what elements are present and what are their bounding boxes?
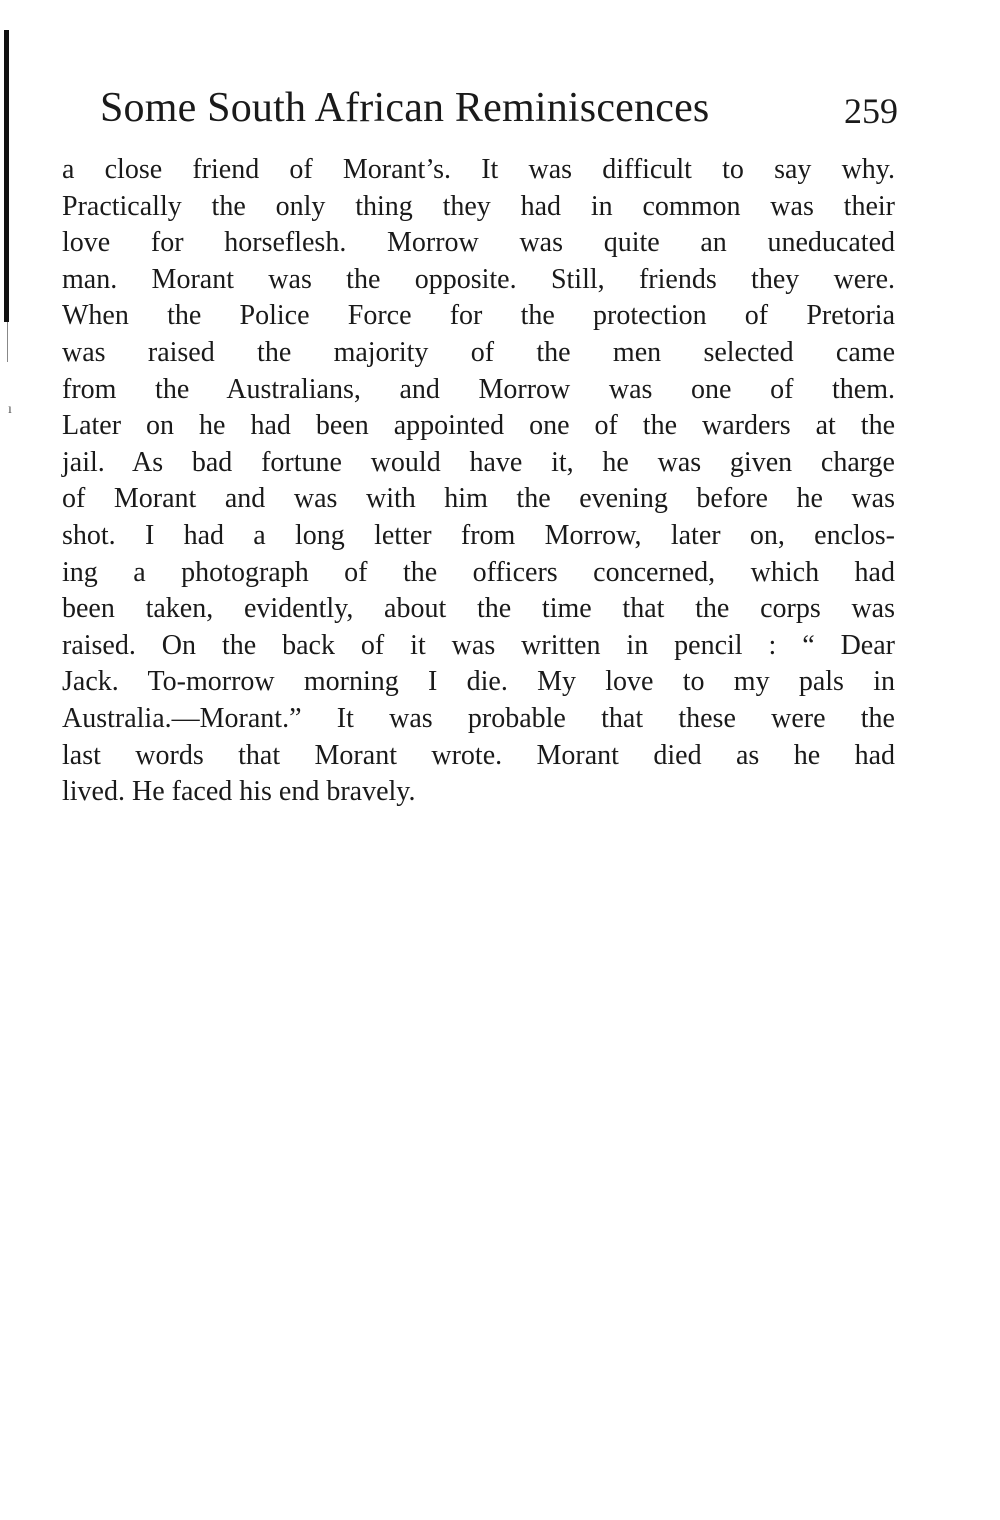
binding-edge-trace bbox=[7, 322, 8, 362]
text-line: Jack. To-morrow morning I die. My love to my pals in bbox=[62, 666, 895, 698]
text-line: ing a photograph of the officers concerned, which had bbox=[62, 556, 895, 588]
text-line: love for horseflesh. Morrow was quite an uneducated bbox=[62, 227, 895, 259]
text-line: man. Morant was the opposite. Still, friends they were. bbox=[62, 263, 895, 295]
binding-edge-shadow bbox=[4, 30, 9, 322]
text-line-last: lived. He faced his end bravely. bbox=[62, 776, 416, 808]
running-title: Some South African Reminiscences bbox=[100, 85, 710, 131]
text-line: Later on he had been appointed one of the warders at the bbox=[62, 410, 895, 442]
text-line: shot. I had a long letter from Morrow, later on, enclos- bbox=[62, 519, 895, 551]
page-number: 259 bbox=[844, 91, 898, 131]
text-line: Practically the only thing they had in common was their bbox=[62, 190, 895, 222]
margin-stray-mark: ı bbox=[8, 402, 12, 417]
text-line: When the Police Force for the protection of Pretoria bbox=[62, 300, 895, 332]
text-line: been taken, evidently, about the time that the corps was bbox=[62, 593, 895, 625]
text-line: jail. As bad fortune would have it, he was given charge bbox=[62, 446, 895, 478]
running-head bbox=[100, 84, 900, 134]
text-line: raised. On the back of it was written in pencil : “ Dear bbox=[62, 629, 895, 661]
text-line: from the Australians, and Morrow was one of them. bbox=[62, 373, 895, 405]
text-line: was raised the majority of the men selected came bbox=[62, 336, 895, 368]
text-line: of Morant and was with him the evening before he was bbox=[62, 483, 895, 515]
text-line: last words that Morant wrote. Morant died as he had bbox=[62, 739, 895, 771]
body-paragraph bbox=[62, 152, 895, 811]
text-line: a close friend of Morant’s. It was difficult to say why. bbox=[62, 154, 895, 185]
text-line: Australia.—Morant.” It was probable that these were the bbox=[62, 702, 895, 734]
